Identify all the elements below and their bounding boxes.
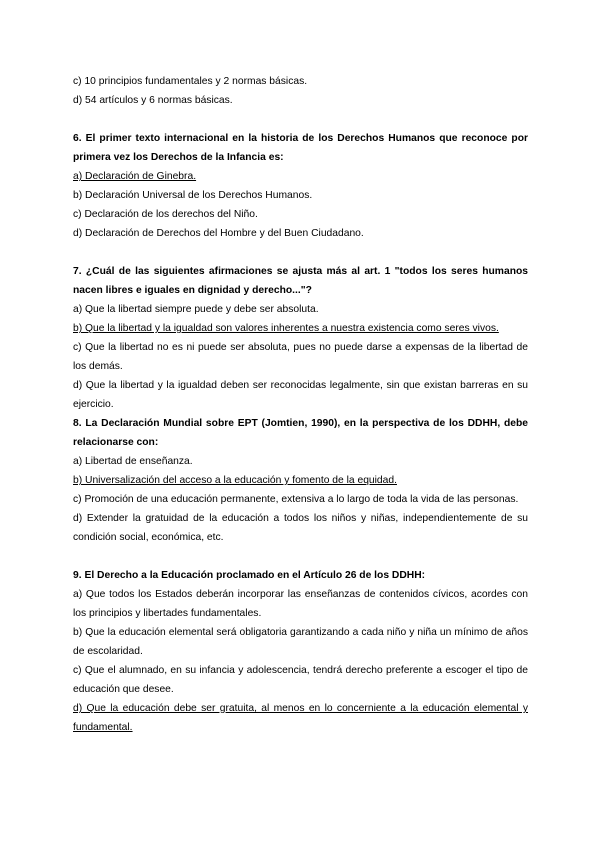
q8-option-b-correct: b) Universalización del acceso a la educación y fomento de la equidad. [73, 475, 397, 486]
page-content [73, 72, 528, 737]
q8-option-c: c) Promoción de una educación permanente, extensiva a lo largo de toda la vida de las personas. [73, 494, 519, 505]
q7-option-c: c) Que la libertad no es ni puede ser absoluta, pues no puede darse a expensas de la libertad de los demás. [73, 342, 528, 372]
q6-option-d: d) Declaración de Derechos del Hombre y del Buen Ciudadano. [73, 228, 364, 239]
q9-option-c: c) Que el alumnado, en su infancia y adolescencia, tendrá derecho preferente a escoger el tipo de educación que desee. [73, 665, 528, 695]
option-d-prev: d) 54 artículos y 6 normas básicas. [73, 95, 233, 106]
q6-option-b: b) Declaración Universal de los Derechos Humanos. [73, 190, 313, 201]
q7-option-b-correct: b) Que la libertad y la igualdad son valores inherentes a nuestra existencia como seres vivos. [73, 323, 499, 334]
q9-option-d-correct: d) Que la educación debe ser gratuita, al menos en lo concerniente a la educación elemental y fundamental. [73, 703, 528, 733]
question-8: 8. La Declaración Mundial sobre EPT (Jomtien, 1990), en la perspectiva de los DDHH, debe relacionarse con: [73, 418, 528, 448]
q6-option-a-correct: a) Declaración de Ginebra. [73, 171, 197, 182]
q7-option-a: a) Que la libertad siempre puede y debe ser absoluta. [73, 304, 319, 315]
q6-option-c: c) Declaración de los derechos del Niño. [73, 209, 258, 220]
option-c-prev: c) 10 principios fundamentales y 2 normas básicas. [73, 76, 308, 87]
question-7: 7. ¿Cuál de las siguientes afirmaciones se ajusta más al art. 1 "todos los seres humanos nacen libres e iguales en dignidad y derecho..."? [73, 266, 528, 296]
question-9: 9. El Derecho a la Educación proclamado en el Artículo 26 de los DDHH: [73, 570, 426, 581]
q9-option-a: a) Que todos los Estados deberán incorporar las enseñanzas de contenidos cívicos, acordes con los principios y libertades fundamentales. [73, 589, 528, 619]
q8-option-a: a) Libertad de enseñanza. [73, 456, 193, 467]
question-6: 6. El primer texto internacional en la historia de los Derechos Humanos que reconoce por primera vez los Derechos de la Infancia es: [73, 133, 528, 163]
q7-option-d: d) Que la libertad y la igualdad deben ser reconocidas legalmente, sin que existan barreras en su ejercicio. [73, 380, 528, 410]
q8-option-d: d) Extender la gratuidad de la educación a todos los niños y niñas, independientemente de su condición social, económica, etc. [73, 513, 528, 543]
q9-option-b: b) Que la educación elemental será obligatoria garantizando a cada niño y niña un mínimo de años de escolaridad. [73, 627, 528, 657]
